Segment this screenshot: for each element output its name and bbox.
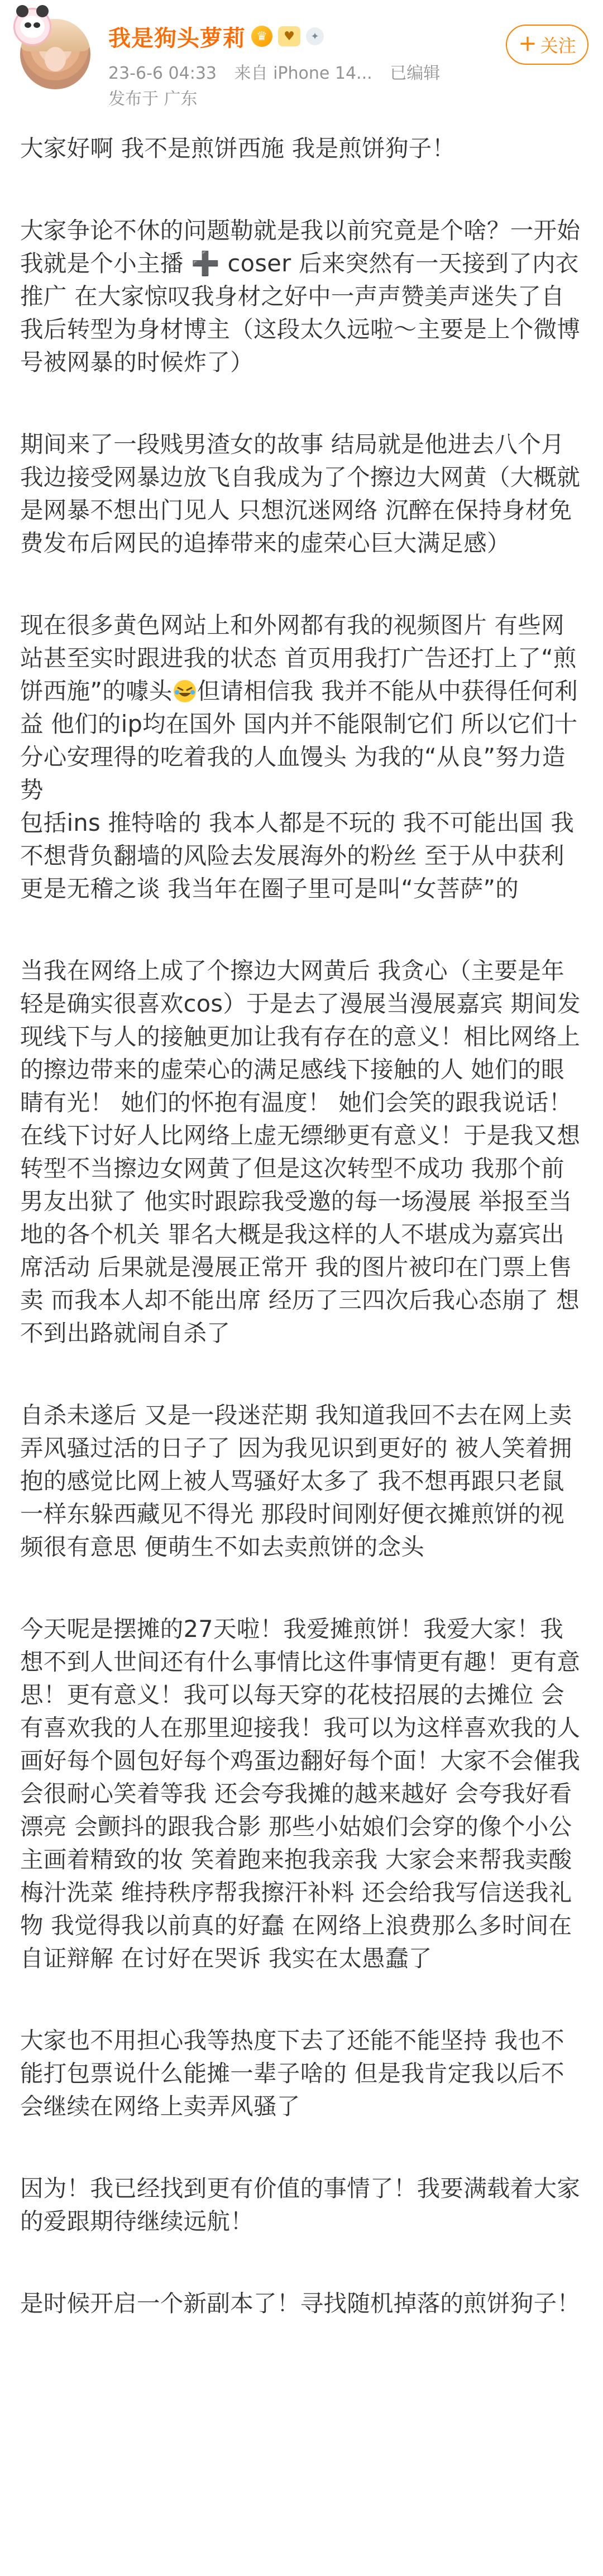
name-row xyxy=(108,22,324,50)
fan-badge-icon[interactable]: ♥ xyxy=(278,26,300,46)
post-paragraph: 大家也不用担心我等热度下去了还能不能坚持 我也不能打包票说什么能摊一辈子啥的 但是我肯定我以后不会继续在网络上卖弄风骚了 xyxy=(20,2027,564,2120)
post-paragraph: 是时候开启一个新副本了！寻找随机掉落的煎饼狗子！ xyxy=(20,2290,581,2317)
post-paragraph: 今天呢是摆摊的27天啦！我爱摊煎饼！我爱大家！我想不到人世间还有什么事情比这件事情更有趣！更有意思！更有意义！我可以每天穿的花枝招展的去摊位 会有喜欢我的人在那里迎接我！我可以为这样喜欢我的人画好每个圆包好每个鸡蛋边翻好每个面！大家不会催我 会很耐心笑着等我 还会夸我摊的越来越好 会夸我好看漂亮 会颤抖的跟我合影 那些小姑娘们会穿的像个小公主画着精致的妆 笑着跑来抱我亲我 大家会来帮我卖酸梅汁洗菜 维持秩序帮我擦汗补料 还会给我写信送我礼物 我觉得我以前真的好蠢 在网络上浪费那么多时间在自证辩解 在讨好在哭诉 我实在太愚蠢了 xyxy=(20,1615,581,1972)
panda-pendant-icon xyxy=(13,8,51,46)
laughing-tears-emoji-icon xyxy=(173,679,197,703)
vip-crown-icon[interactable]: ♛ xyxy=(251,26,272,47)
username[interactable]: 我是狗头萝莉 xyxy=(108,25,246,51)
post-text: 现在很多黄色网站上和外网都有我的视频图片 有些网站甚至实时跟进我的状态 首页用我打广告还打上了“煎饼西施”的噱头 xyxy=(20,611,577,705)
follow-button[interactable] xyxy=(506,25,588,65)
post-meta xyxy=(108,59,452,84)
post-paragraph: 大家好啊 我不是煎饼西施 我是煎饼狗子！ xyxy=(20,135,456,162)
post-paragraph: 自杀未遂后 又是一段迷茫期 我知道我回不去在网上卖弄风骚过活的日子了 因为我见识到更好的 被人笑着拥抱的感觉比网上被人骂骚好太多了 我不想再跟只老鼠一样东躲西藏见不得光 那段时间刚好便衣摊煎饼的视频很有意思 便萌生不如去卖煎饼的念头 xyxy=(20,1401,572,1560)
post-paragraph: 期间来了一段贱男渣女的故事 结局就是他进去八个月 我边接受网暴边放飞自我成为了个擦边大网黄（大概就是网暴不想出门见人 只想沉迷网络 沉醉在保持身材免费发布后网民的追捧带来的虚荣心巨大满足感） xyxy=(20,430,581,557)
follow-label: 关注 xyxy=(540,35,576,56)
medal-icon[interactable]: ✦ xyxy=(306,27,324,45)
post-paragraph: 当我在网络上成了个擦边大网黄后 我贪心（主要是年轻是确实很喜欢cos）于是去了漫展当漫展嘉宾 期间发现线下与人的接触更加让我有存在的意义！相比网络上的擦边带来的虚荣心的满足感线下接触的人 她们的眼睛有光！ 她们的怀抱有温度！ 她们会笑的跟我说话！在线下讨好人比网络上虚无缥缈更有意义！于是我又想转型不当擦边女网黄了但是这次转型不成功 我那个前男友出狱了 他实时跟踪我受邀的每一场漫展 举报至当地的各个机关 罪名大概是我这样的人不堪成为嘉宾出席活动 后果就是漫展正常开 我的图片被印在门票上售卖 而我本人却不能出席 经历了三四次后我心态崩了 想不到出路就闹自杀了 xyxy=(20,957,581,1347)
post-source: 来自 iPhone 14... xyxy=(234,64,372,83)
post-date: 23-6-6 04:33 xyxy=(108,64,217,83)
post-paragraph: 因为！我已经找到更有价值的事情了！我要满载着大家的爱跟期待继续远航！ xyxy=(20,2175,581,2235)
post-location: 发布于 广东 xyxy=(108,89,198,109)
avatar[interactable] xyxy=(20,19,90,89)
post-header xyxy=(0,0,603,112)
post-paragraph xyxy=(20,609,584,806)
post-paragraph: 大家争论不休的问题勒就是我以前究竟是个啥？一开始我就是个小主播 ➕ coser 后来突然有一天接到了内衣推广 在大家惊叹我身材之好中一声声赞美声迷失了自我后转型为身材博主（这段太久远啦～主要是上个微博号被网暴的时候炸了） xyxy=(20,217,581,376)
post-content xyxy=(20,132,584,2320)
post-paragraph: 包括ins 推特啥的 我本人都是不玩的 我不可能出国 我不想背负翻墙的风险去发展海外的粉丝 至于从中获利 更是无稽之谈 我当年在圈子里可是叫“女菩萨”的 xyxy=(20,809,575,902)
plus-icon: + xyxy=(518,31,537,56)
post-text: 但请相信我 我并不能从中获得任何利益 他们的ip均在国外 国内并不能限制它们 所以它们十分心安理得的吃着我的人血馒头 为我的“从良”努力造势 xyxy=(20,677,578,803)
edited-label[interactable]: 已编辑 xyxy=(390,64,441,83)
